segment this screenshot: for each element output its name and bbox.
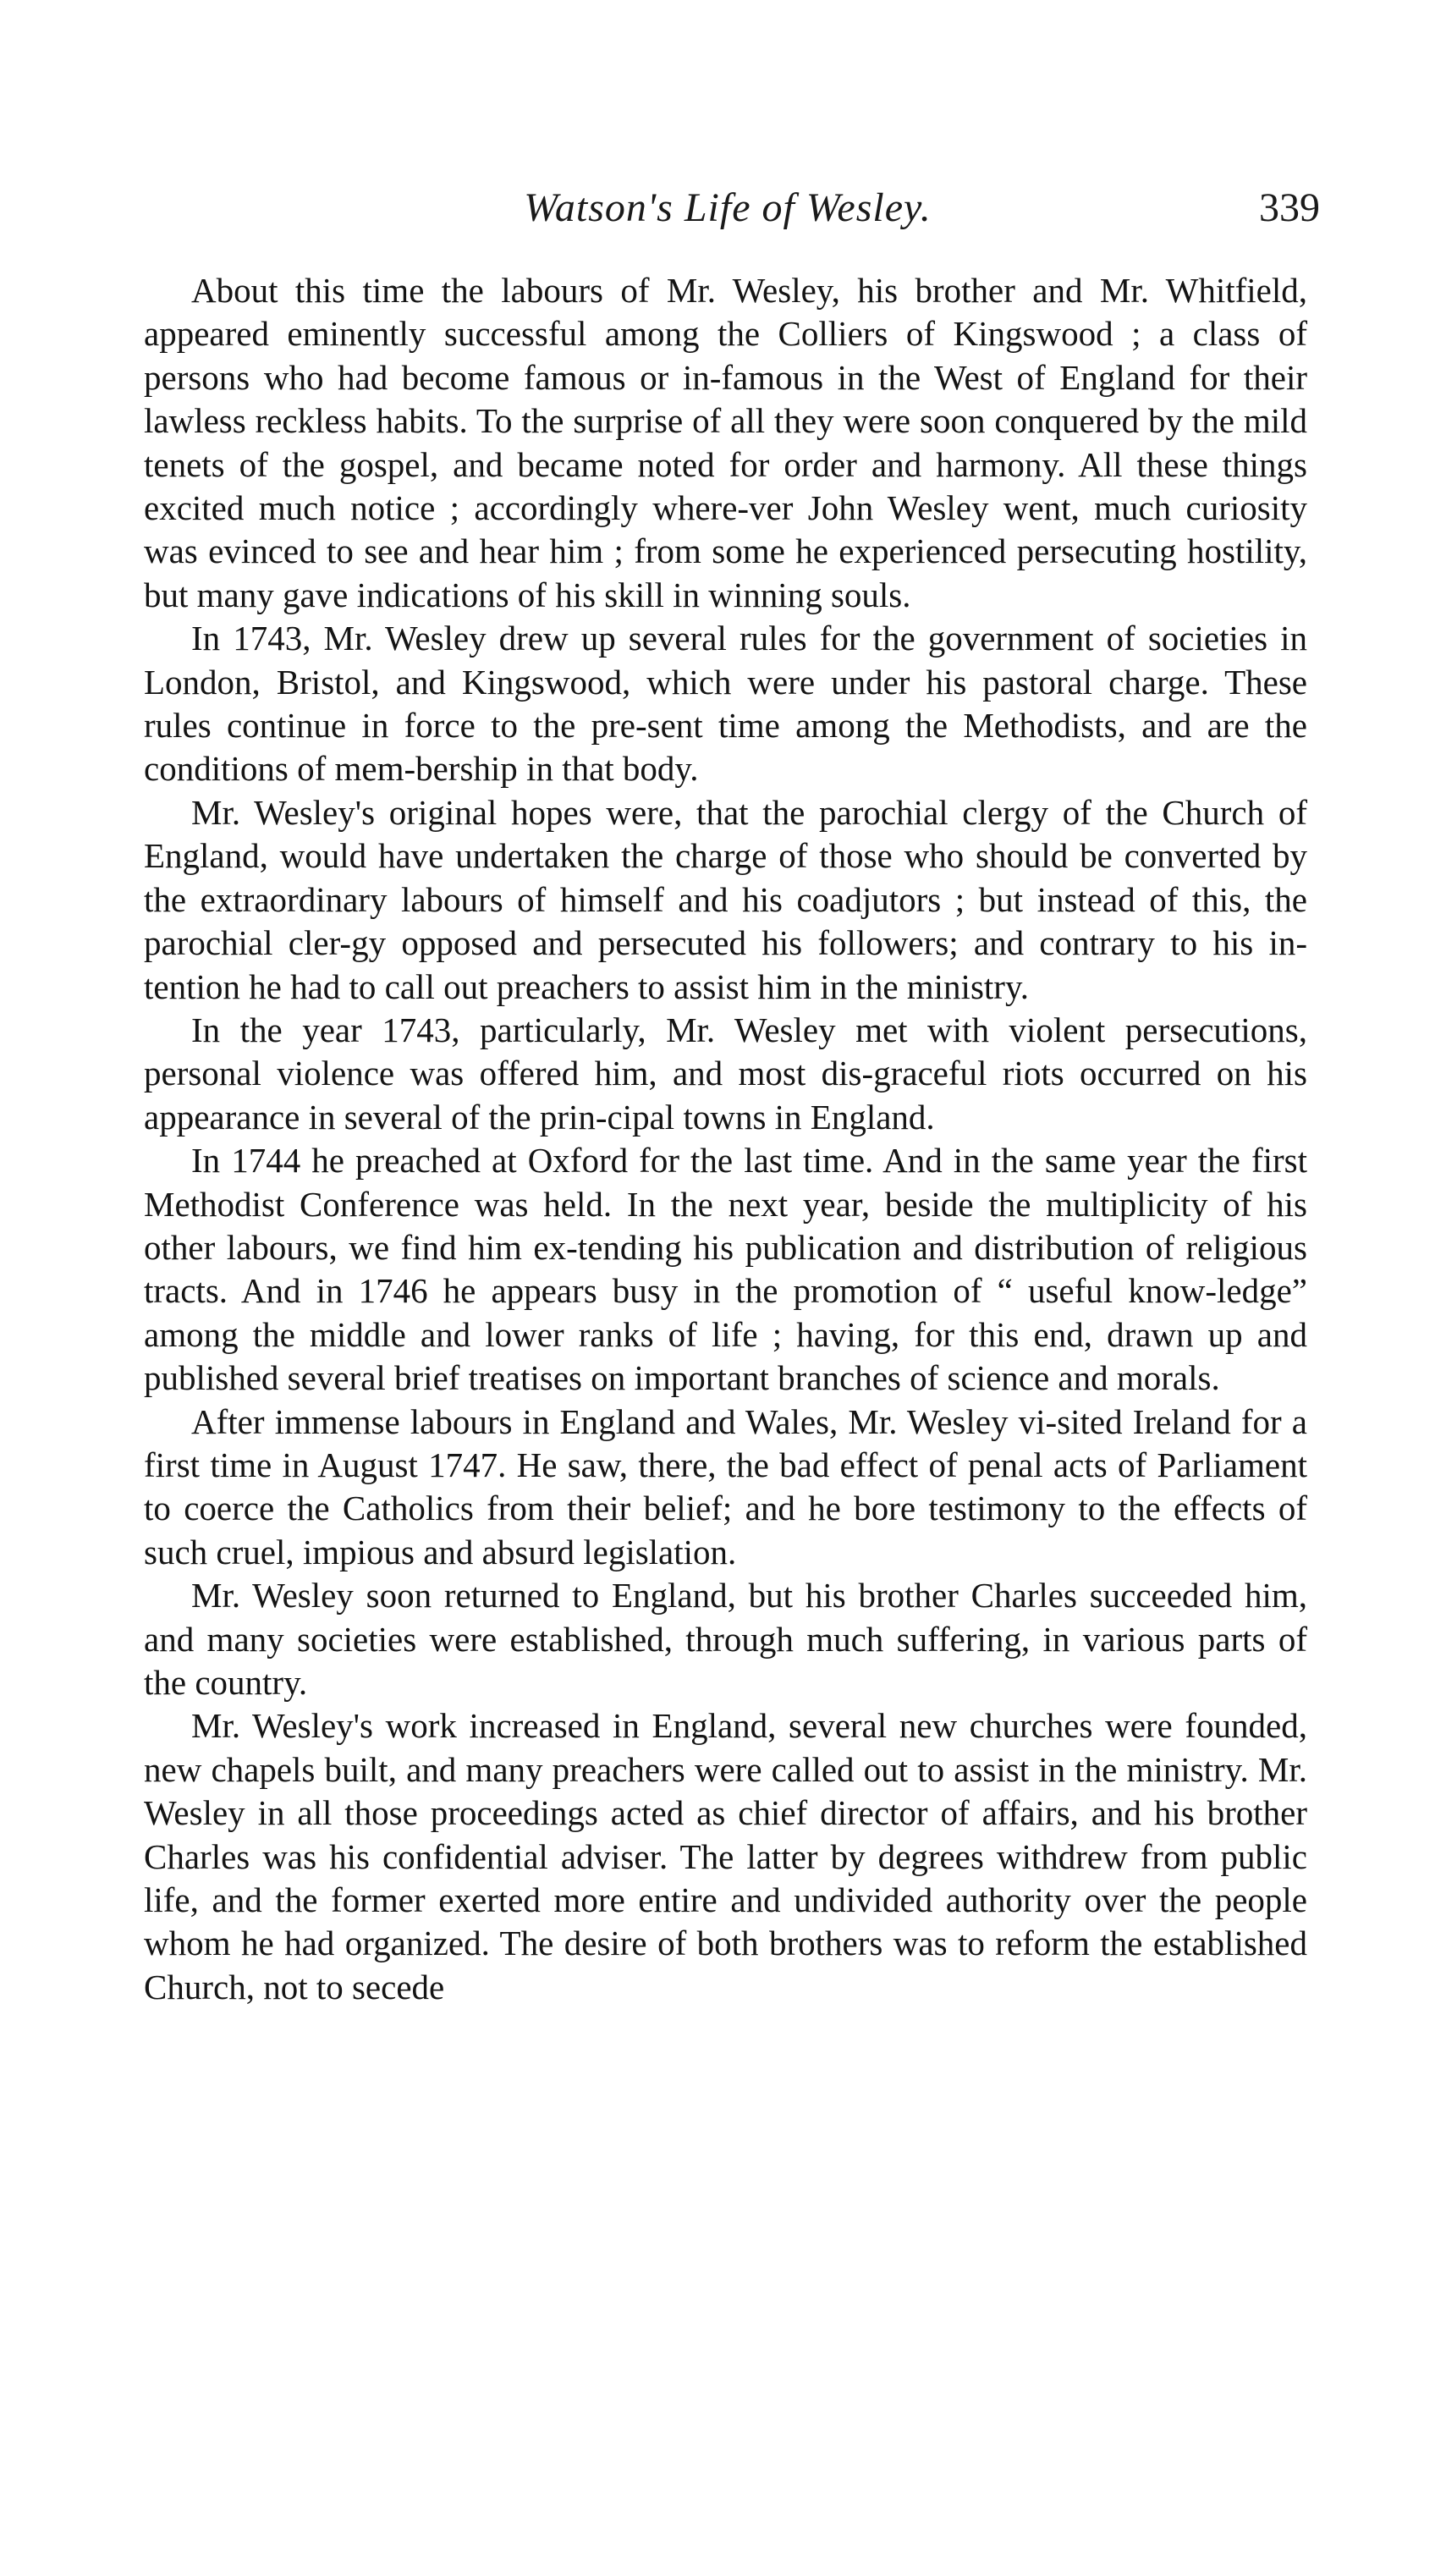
paragraph-original-hopes: Mr. Wesley's original hopes were, that the parochial clergy of the Church of England, would have undertaken the charge of those who should be converted by the extraordinary labours of himself and his coadjutors ; but instead of this, the parochial cler-gy opposed and persecuted his followers; and contrary to his in-tention he had to call out preachers to assist him in the ministry. xyxy=(144,792,1307,1006)
paragraph-return-to-england: Mr. Wesley soon returned to England, but his brother Charles succeeded him, and many societies were established, through much suffering, in various parts of the country. xyxy=(144,1576,1307,1702)
page-number: 339 xyxy=(1259,185,1320,230)
paragraph-colliers-of-kingswood: About this time the labours of Mr. Wesley, his brother and Mr. Whitfield, appeared eminently successful among the Colliers of Kingswood ; a class of persons who had become famous or in-famous in the West of England for their lawless reckless habits. To the surprise of all they were soon conquered by the mild tenets of the gospel, and became noted for order and harmony. All these things excited much notice ; accordingly where-ver John Wesley went, much curiosity was evinced to see and hear him ; from some he experienced persecuting hostility, but many gave indications of his skill in winning souls. xyxy=(144,271,1307,614)
paragraph-work-increased: Mr. Wesley's work increased in England, several new churches were founded, new chapels built, and many preachers were called out to assist in the ministry. Mr. Wesley in all those proceedings acted as chief director of affairs, and his brother Charles was his confidential adviser. The latter by degrees withdrew from public life, and the former exerted more entire and undivided authority over the people whom he had organized. The desire of both brothers was to reform the established Church, not to secede xyxy=(144,1706,1307,2006)
paragraph-ireland-1747: After immense labours in England and Wales, Mr. Wesley vi-sited Ireland for a first time in August 1747. He saw, there, the bad effect of penal acts of Parliament to coerce the Catholics from their belief; and he bore testimony to the effects of such cruel, impious and absurd legislation. xyxy=(144,1401,1307,1571)
paragraph-persecutions-1743: In the year 1743, particularly, Mr. Wesley met with violent persecutions, personal violence was offered him, and most dis-graceful riots occurred on his appearance in several of the prin-cipal towns in England. xyxy=(144,1010,1307,1137)
running-title: Watson's Life of Wesley. xyxy=(524,185,932,230)
body-text xyxy=(144,269,1307,2009)
paragraph-rules-1743: In 1743, Mr. Wesley drew up several rules for the government of societies in London, Bristol, and Kingswood, which were under his pastoral charge. These rules continue in force to the pre-sent time among the Methodists, and are the conditions of mem-bership in that body. xyxy=(144,619,1307,789)
running-head xyxy=(135,184,1320,244)
paragraph-oxford-1744: In 1744 he preached at Oxford for the last time. And in the same year the first Methodist Conference was held. In the next year, beside the multiplicity of his other labours, we find him ex-tending his publication and distribution of religious tracts. And in 1746 he appears busy in the promotion of “ useful know-ledge” among the middle and lower ranks of life ; having, for this end, drawn up and published several brief treatises on important branches of science and morals. xyxy=(144,1141,1307,1398)
